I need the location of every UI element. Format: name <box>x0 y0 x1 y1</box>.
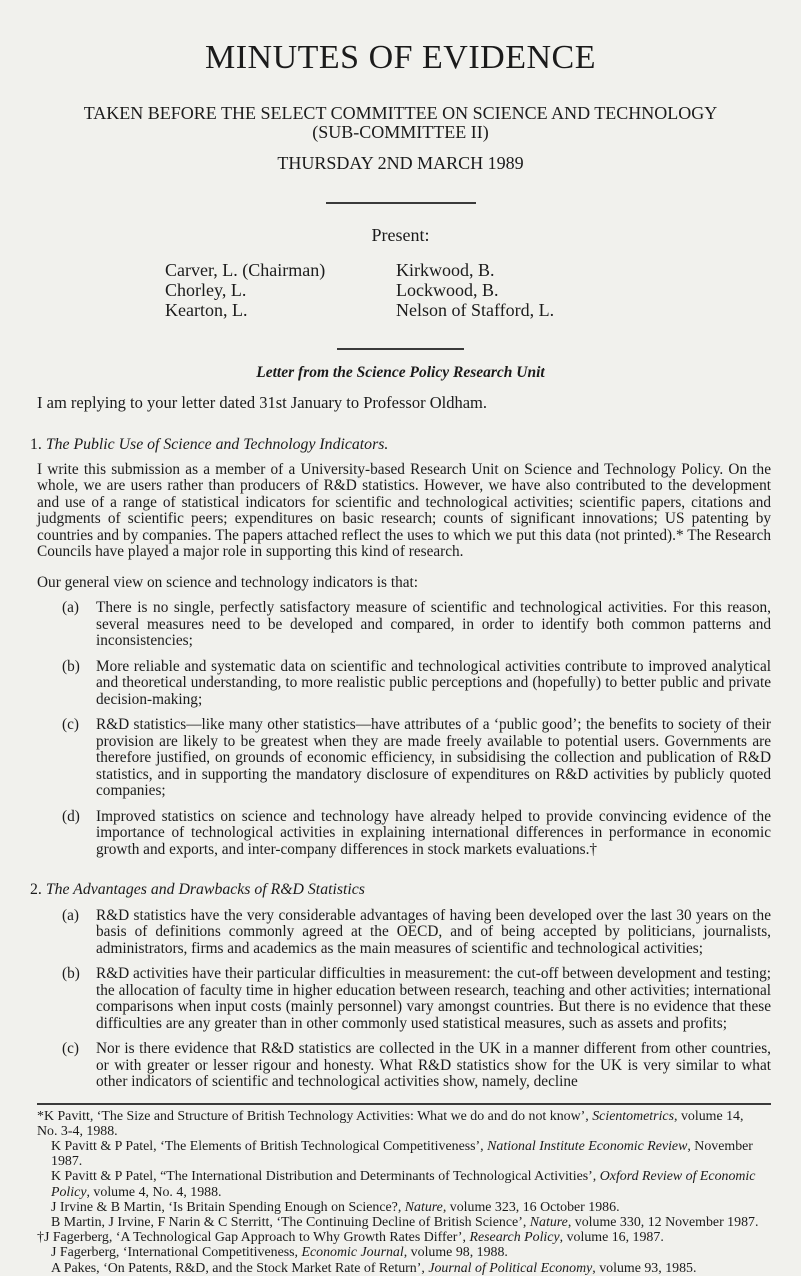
item-label: (c) <box>62 1040 79 1057</box>
footnote <box>37 1261 761 1276</box>
footnote <box>37 1245 761 1260</box>
list-item <box>62 717 771 800</box>
member: Nelson of Stafford, L. <box>396 300 555 320</box>
section-1-lead: Our general view on science and technology indicators is that: <box>37 573 419 591</box>
section-title: The Public Use of Science and Technology Indicators. <box>45 436 389 453</box>
letter-heading: Letter from the Science Policy Research Unit <box>256 364 545 381</box>
item-text: R&D activities have their particular difficulties in measurement: the cut-off between development and testing; the allocation of faculty time in higher education between research, teaching and other activities; international comparisons when input costs (mainly personnel) vary amongst countries. But there is no evidence that these difficulties are any greater than in other commonly used statistical measures, such as assets and profits; <box>96 965 771 1032</box>
footnotes <box>37 1109 761 1276</box>
footnote-detail: , volume 16, 1987. <box>559 1230 664 1246</box>
footnote-detail: , volume 4, No. 4, 1988. <box>86 1184 222 1200</box>
member: Chorley, L. <box>165 280 247 300</box>
member: Lockwood, B. <box>396 280 499 300</box>
footnote-detail: , volume 98, 1988. <box>403 1245 508 1261</box>
list-item <box>62 809 771 859</box>
item-text: There is no single, perfectly satisfactory measure of scientific and technological activities. For this reason, several measures need to be developed and compared, in order to identify both common patterns and inconsistencies; <box>96 599 771 649</box>
footnote <box>37 1215 761 1230</box>
footnote-text: J Fagerberg, ‘International Competitiveness, <box>51 1245 302 1261</box>
section-title: The Advantages and Drawbacks of R&D Statistics <box>45 881 365 898</box>
item-label: (b) <box>62 965 80 982</box>
section-2-heading <box>30 882 801 899</box>
letter-intro: I am replying to your letter dated 31st January to Professor Oldham. <box>37 393 487 412</box>
footnote-detail: , volume 14, No. 3-4, 1988. <box>37 1108 744 1139</box>
committee-heading <box>0 104 801 142</box>
list-item <box>62 659 771 709</box>
footnote-text: B Martin, J Irvine, F Narin & C Sterritt, ‘The Continuing Decline of British Science’, <box>51 1214 530 1230</box>
list-item <box>62 1041 771 1091</box>
footnote-text: J Irvine & B Martin, ‘Is Britain Spending Enough on Science?, <box>51 1199 405 1215</box>
footnote <box>37 1109 761 1139</box>
item-text: R&D statistics—like many other statistics—have attributes of a ‘public good’; the benefits to society of their provision are likely to be greatest when they are made freely available to potential users. Governments are therefore justified, on grounds of economic efficiency, in subsidising the collection and publication of R&D statistics, and in supporting the mandatory disclosure of expenditures on R&D activities by publicly quoted companies; <box>96 716 771 799</box>
item-text: Nor is there evidence that R&D statistics are collected in the UK in a manner different from other countries, or with greater or lesser rigour and honesty. What R&D statistics show for the UK is very similar to what other indicators of scientific and technological activities show, namely, decline <box>96 1040 771 1090</box>
present-label: Present: <box>371 225 430 245</box>
section-1-paragraph: I write this submission as a member of a University-based Research Unit on Science and Technology Policy. On the whole, we are users rather than producers of R&D statistics. However, we have also contributed to the development and use of a range of statistical indicators for scientific and technological activities; scientific papers, citations and judgments of scientific peers; expenditures on basic research; counts of significant innovations; US patenting by countries and by companies. The papers attached reflect the uses to which we put this data (not printed).* The Research Councils have played a major role in supporting this kind of research. <box>37 460 771 560</box>
footnote-detail: , volume 330, 12 November 1987. <box>567 1214 759 1230</box>
item-text: More reliable and systematic data on scientific and technological activities contribute to improved analytical and theoretical understanding, to more realistic public perceptions and (hopefully) to better public and private decision-making; <box>96 657 771 708</box>
subcommittee-line: (SUB-COMMITTEE II) <box>312 122 489 142</box>
item-text: R&D statistics have the very considerable advantages of having been developed over the last 30 years on the basis of definitions commonly agreed at the OECD, and of being accepted by politicians, journalists, administrators, firms and academics as the main measures of scientific and technological activities; <box>96 906 771 957</box>
footnote-divider <box>37 1103 771 1105</box>
footnote <box>37 1139 761 1169</box>
members-list <box>165 260 801 320</box>
footnote-source: National Institute Economic Review <box>487 1138 688 1154</box>
footnote-source: Nature <box>404 1199 443 1215</box>
list-item <box>62 600 771 650</box>
section-2-list <box>62 908 771 1091</box>
list-item <box>62 908 771 958</box>
letter-body <box>0 437 801 1091</box>
footnote-source: Economic Journal <box>301 1245 404 1261</box>
footnote-text: *K Pavitt, ‘The Size and Structure of British Technology Activities: What we do and do not know’, <box>37 1108 593 1124</box>
item-label: (a) <box>62 599 79 616</box>
footnote-source: Nature <box>529 1214 568 1230</box>
footnote-detail: , volume 323, 16 October 1986. <box>442 1199 620 1215</box>
footnote <box>37 1230 761 1245</box>
footnote-detail: , volume 93, 1985. <box>592 1260 697 1276</box>
item-text: Improved statistics on science and technology have already helped to provide convincing evidence of the importance of technological activities in explaining international differences in performance in economic growth and exports, and inter-company differences in stock markets evaluations.† <box>96 807 771 858</box>
footnote-text: †J Fagerberg, ‘A Technological Gap Approach to Why Growth Rates Differ’, <box>37 1230 470 1246</box>
section-number: 2. <box>30 881 42 898</box>
footnote-text: A Pakes, ‘On Patents, R&D, and the Stock Market Rate of Return’, <box>51 1260 429 1276</box>
section-1-heading <box>30 437 801 454</box>
member: Kearton, L. <box>165 300 248 320</box>
section-number: 1. <box>30 436 42 453</box>
footnote <box>37 1200 761 1215</box>
page-title: MINUTES OF EVIDENCE <box>204 39 597 76</box>
footnote-source: Journal of Political Economy <box>428 1260 593 1276</box>
item-label: (b) <box>62 657 80 675</box>
footnote-source: Scientometrics <box>592 1108 674 1124</box>
footnote-source: Research Policy <box>469 1230 560 1246</box>
section-1-list <box>62 600 771 858</box>
footnote-text: K Pavitt & P Patel, “The International Distribution and Determinants of Technological Activities’, <box>51 1169 600 1185</box>
footnote <box>37 1169 761 1199</box>
footnote-source: Oxford Review of Economic Policy <box>51 1169 756 1200</box>
footnote-detail: , November 1987. <box>51 1138 753 1170</box>
footnote-text: K Pavitt & P Patel, ‘The Elements of British Technological Competitiveness’, <box>51 1138 488 1154</box>
item-label: (d) <box>62 807 80 825</box>
session-date: THURSDAY 2ND MARCH 1989 <box>277 153 524 173</box>
member: Kirkwood, B. <box>396 260 495 280</box>
item-label: (a) <box>62 906 79 924</box>
list-item <box>62 966 771 1032</box>
divider <box>337 348 464 350</box>
divider <box>326 202 476 204</box>
committee-line: TAKEN BEFORE THE SELECT COMMITTEE ON SCIENCE AND TECHNOLOGY <box>83 103 718 123</box>
member: Carver, L. (Chairman) <box>165 260 326 280</box>
item-label: (c) <box>62 716 79 733</box>
